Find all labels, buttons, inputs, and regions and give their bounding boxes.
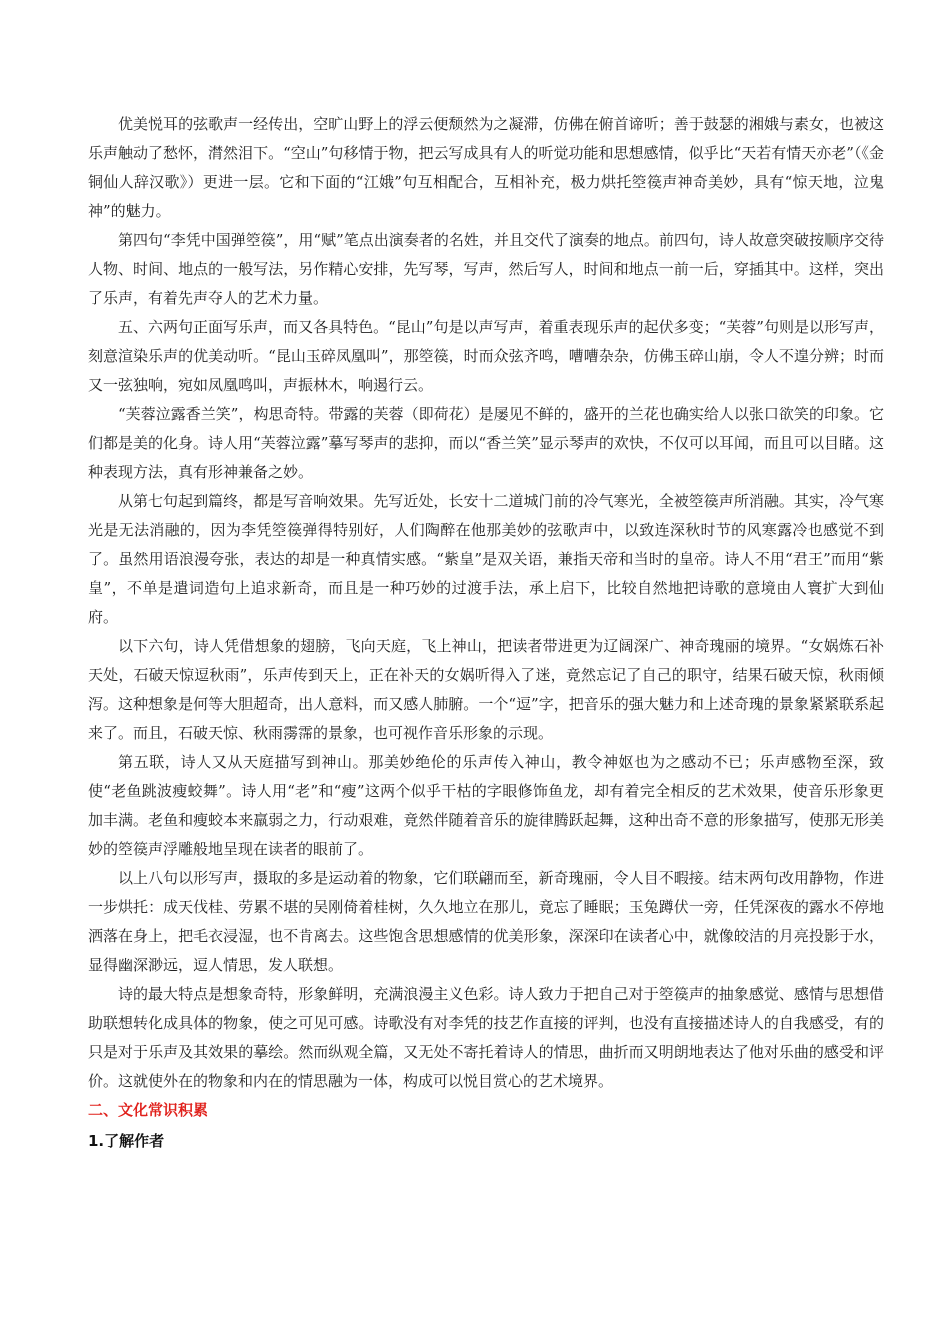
paragraph-2: 第四句“李凭中国弹箜篌”，用“赋”笔点出演奏者的名姓，并且交代了演奏的地点。前四句，诗人故意突破按顺序交待人物、时间、地点的一般写法，另作精心安排，先写琴，写声，然后写人，时间和地点一前一后，穿插其中。这样，突出了乐声，有着先声夺人的艺术力量。 [88, 231, 884, 307]
paragraph-3: 五、六两句正面写乐声，而又各具特色。“昆山”句是以声写声，着重表现乐声的起伏多变；“芙蓉”句则是以形写声，刻意渲染乐声的优美动听。“昆山玉碎凤凰叫”，那箜篌，时而众弦齐鸣，嘈嘈杂杂，仿佛玉碎山崩，令人不遑分辨；时而又一弦独响，宛如凤凰鸣叫，声振林木，响遏行云。 [88, 318, 884, 394]
document-body [88, 110, 884, 1156]
paragraph-1: 优美悦耳的弦歌声一经传出，空旷山野上的浮云便颓然为之凝滞，仿佛在俯首谛听；善于鼓瑟的湘娥与素女，也被这乐声触动了愁怀，潸然泪下。“空山”句移情于物，把云写成具有人的听觉功能和思想感情，似乎比“天若有情天亦老”（《金铜仙人辞汉歌》）更进一层。它和下面的“江娥”句互相配合，互相补充，极力烘托箜篌声神奇美妙，具有“惊天地，泣鬼神”的魅力。 [88, 115, 884, 220]
paragraph-4: “芙蓉泣露香兰笑”，构思奇特。带露的芙蓉（即荷花）是屡见不鲜的，盛开的兰花也确实给人以张口欲笑的印象。它们都是美的化身。诗人用“芙蓉泣露”摹写琴声的悲抑，而以“香兰笑”显示琴声的欢快，不仅可以耳闻，而且可以目睹。这种表现方法，真有形神兼备之妙。 [88, 405, 884, 481]
sub-heading: 1.了解作者 [88, 1132, 165, 1150]
section-heading: 二、文化常识积累 [88, 1101, 209, 1119]
paragraph-6: 以下六句，诗人凭借想象的翅膀，飞向天庭，飞上神山，把读者带进更为辽阔深广、神奇瑰丽的境界。“女娲炼石补天处，石破天惊逗秋雨”，乐声传到天上，正在补天的女娲听得入了迷，竟然忘记了自己的职守，结果石破天惊，秋雨倾泻。这种想象是何等大胆超奇，出人意料，而又感人肺腑。一个“逗”字，把音乐的强大魅力和上述奇瑰的景象紧紧联系起来了。而且，石破天惊、秋雨霶霈的景象，也可视作音乐形象的示现。 [88, 637, 884, 742]
paragraph-8: 以上八句以形写声，摄取的多是运动着的物象，它们联翩而至，新奇瑰丽，令人目不暇接。结末两句改用静物，作进一步烘托：成天伐桂、劳累不堪的吴刚倚着桂树，久久地立在那儿，竟忘了睡眠；玉兔蹲伏一旁，任凭深夜的露水不停地洒落在身上，把毛衣浸湿，也不肯离去。这些饱含思想感情的优美形象，深深印在读者心中，就像皎洁的月亮投影于水，显得幽深渺远，逗人情思，发人联想。 [88, 869, 884, 974]
paragraph-7: 第五联，诗人又从天庭描写到神山。那美妙绝伦的乐声传入神山，教令神妪也为之感动不已；乐声感物至深，致使“老鱼跳波瘦蛟舞”。诗人用“老”和“瘦”这两个似乎干枯的字眼修饰鱼龙，却有着完全相反的艺术效果，使音乐形象更加丰满。老鱼和瘦蛟本来羸弱之力，行动艰难，竟然伴随着音乐的旋律腾跃起舞，这种出奇不意的形象描写，使那无形美妙的箜篌声浮雕般地呈现在读者的眼前了。 [88, 753, 884, 858]
paragraph-5: 从第七句起到篇终，都是写音响效果。先写近处，长安十二道城门前的冷气寒光，全被箜篌声所消融。其实，冷气寒光是无法消融的，因为李凭箜篌弹得特别好，人们陶醉在他那美妙的弦歌声中，以致连深秋时节的风寒露冷也感觉不到了。虽然用语浪漫夸张，表达的却是一种真情实感。“紫皇”是双关语，兼指天帝和当时的皇帝。诗人不用“君王”而用“紫皇”，不单是遣词造句上追求新奇，而且是一种巧妙的过渡手法，承上启下，比较自然地把诗歌的意境由人寰扩大到仙府。 [88, 492, 884, 626]
paragraph-9: 诗的最大特点是想象奇特，形象鲜明，充满浪漫主义色彩。诗人致力于把自己对于箜篌声的抽象感觉、感情与思想借助联想转化成具体的物象，使之可见可感。诗歌没有对李凭的技艺作直接的评判，也没有直接描述诗人的自我感受，有的只是对于乐声及其效果的摹绘。然而纵观全篇，又无处不寄托着诗人的情思，曲折而又明朗地表达了他对乐曲的感受和评价。这就使外在的物象和内在的情思融为一体，构成可以悦目赏心的艺术境界。 [88, 985, 884, 1090]
